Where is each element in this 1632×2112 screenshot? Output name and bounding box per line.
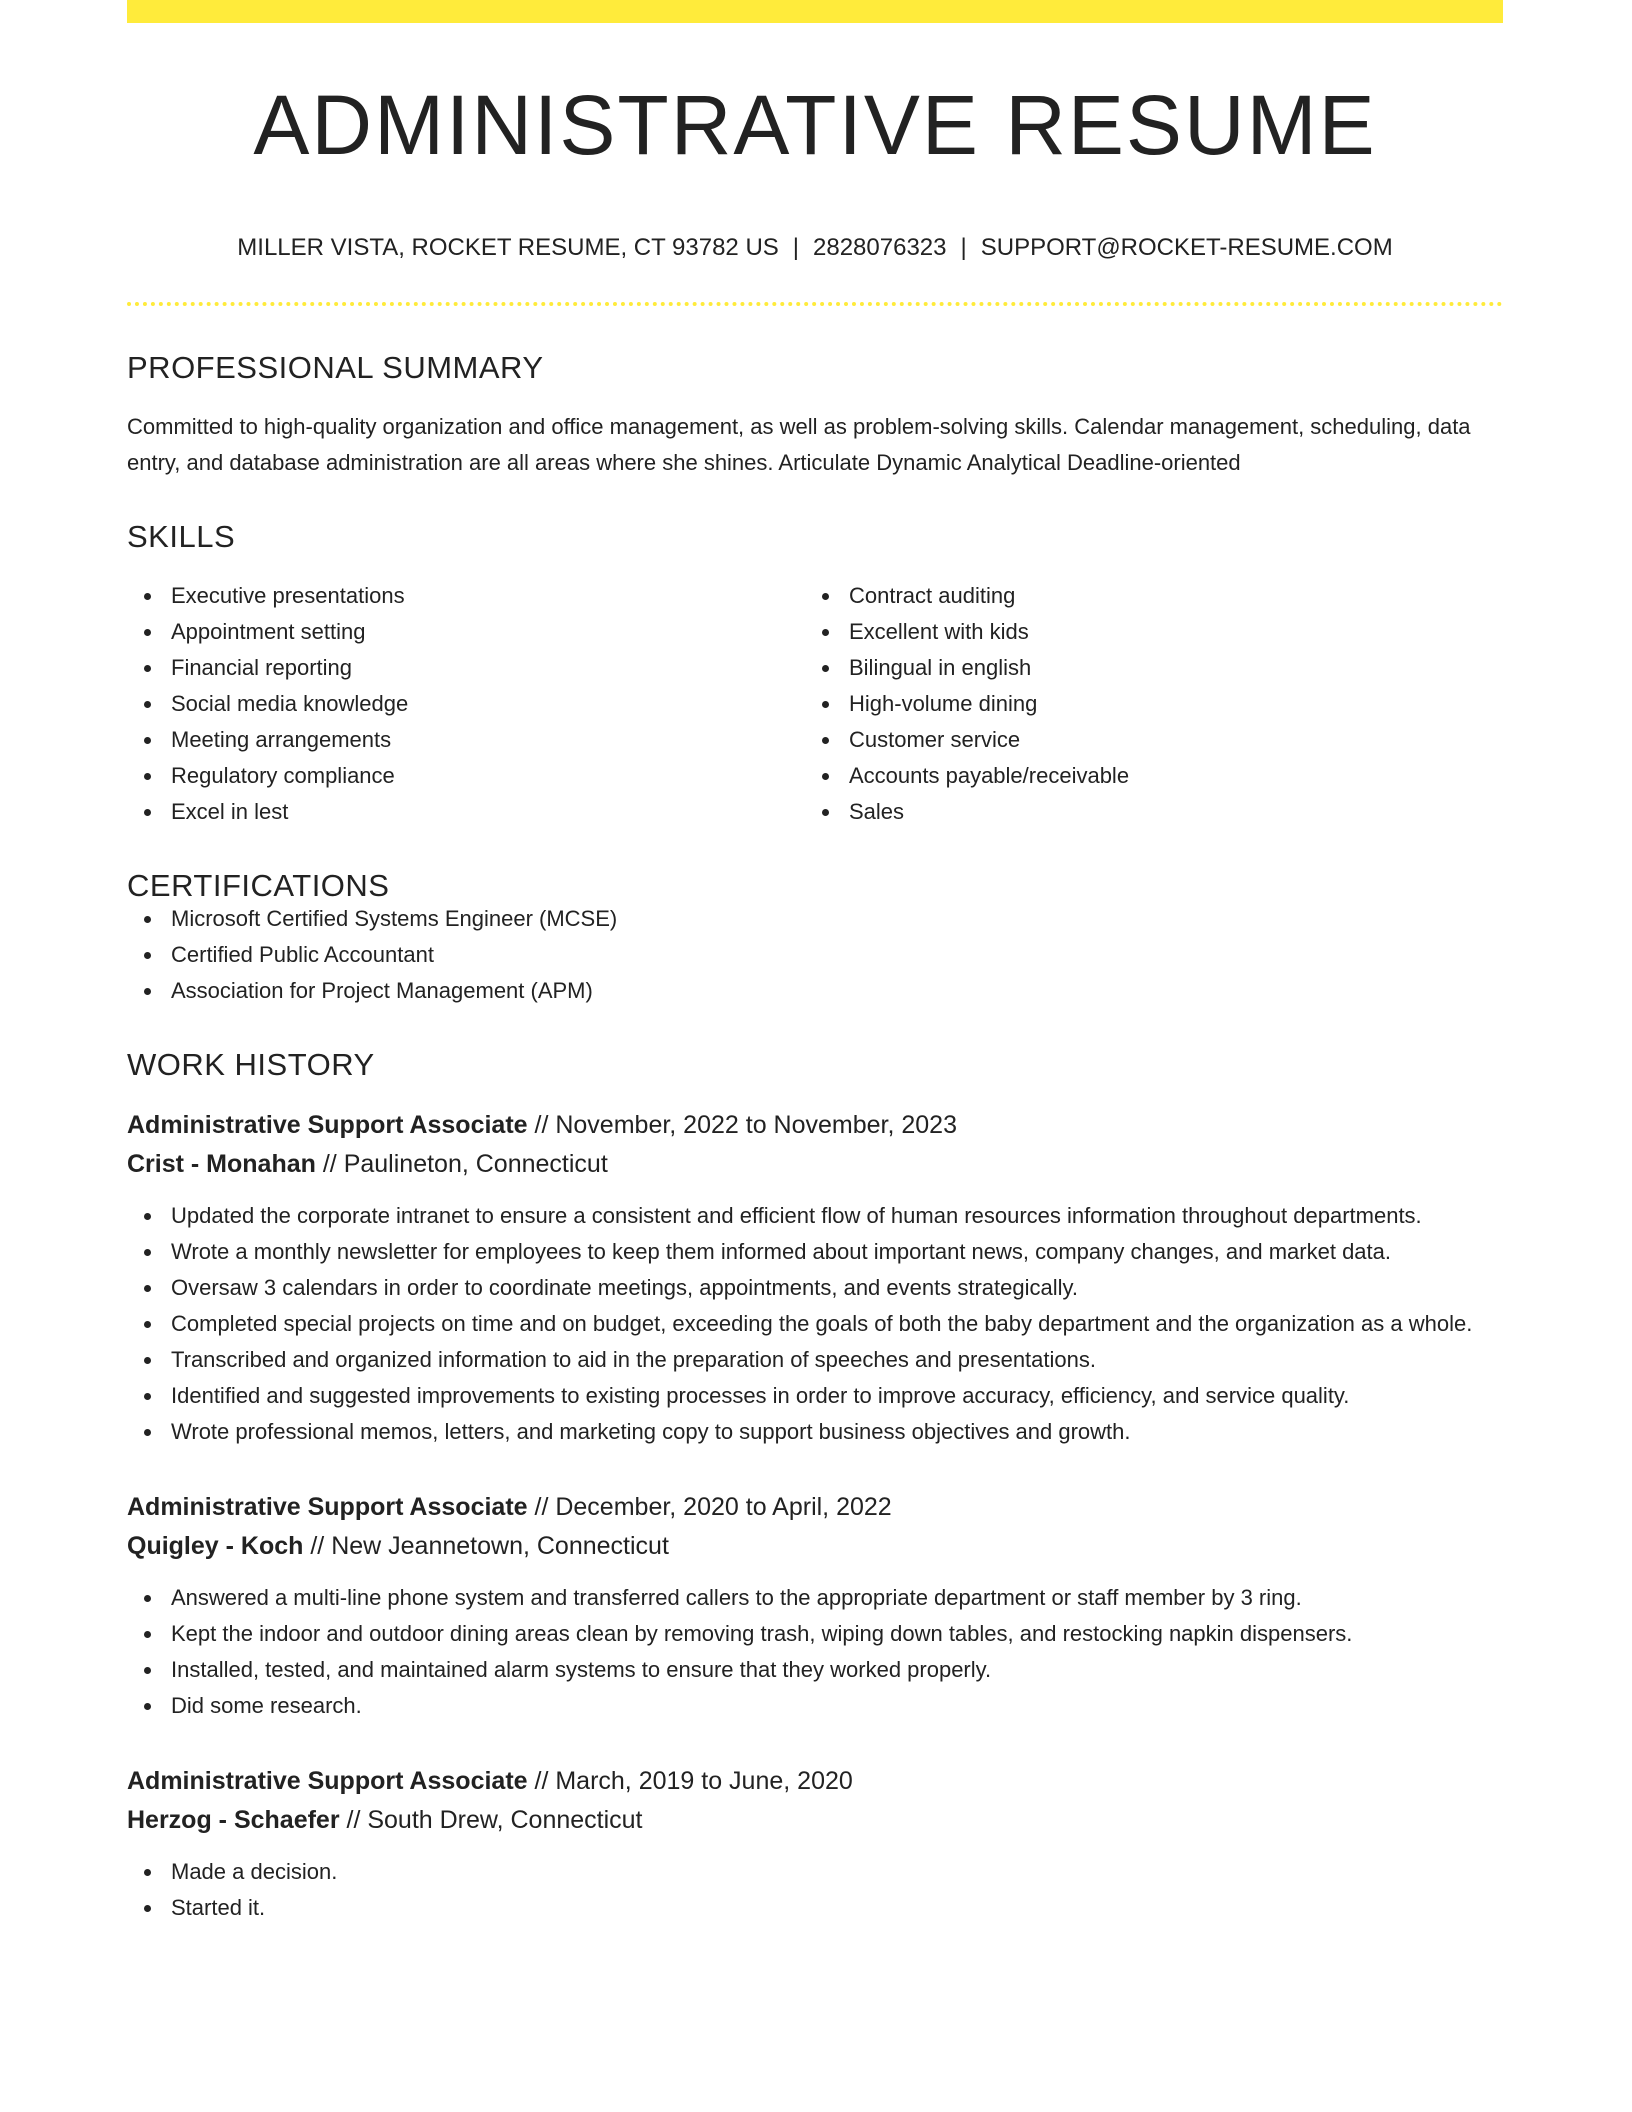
- skill-text: Appointment setting: [171, 619, 366, 644]
- contact-email: SUPPORT@ROCKET-RESUME.COM: [980, 234, 1393, 261]
- job-duty: [127, 1854, 1503, 1890]
- job-dates: // November, 2022 to November, 2023: [534, 1111, 957, 1139]
- job-company-line: [127, 1527, 1503, 1566]
- job-duty: [127, 1234, 1503, 1270]
- job-duty-text: Wrote a monthly newsletter for employees to keep them informed about important news, company changes, and market data.: [171, 1239, 1392, 1264]
- bullet-icon: [144, 1703, 151, 1710]
- skill-text: Meeting arrangements: [171, 727, 392, 752]
- job-entry: [127, 1488, 1503, 1724]
- job-duty: [127, 1342, 1503, 1378]
- certifications-list: [127, 901, 1503, 1009]
- resume-title: ADMINISTRATIVE RESUME: [253, 78, 1377, 172]
- certification-text: Microsoft Certified Systems Engineer (MCSE): [171, 906, 618, 931]
- skill-item: [805, 722, 1483, 758]
- contact-separator: |: [792, 234, 800, 261]
- job-duty-text: Wrote professional memos, letters, and marketing copy to support business objectives and growth.: [171, 1419, 1131, 1444]
- certification-item: [127, 973, 1503, 1009]
- job-duties-list: [127, 1198, 1503, 1450]
- bullet-icon: [144, 1595, 151, 1602]
- job-duty-text: Completed special projects on time and on budget, exceeding the goals of both the baby department and the organization as a whole.: [171, 1311, 1473, 1336]
- skill-item: [127, 578, 805, 614]
- bullet-icon: [144, 988, 151, 995]
- bullet-icon: [144, 593, 151, 600]
- bullet-icon: [144, 737, 151, 744]
- skill-item: [805, 650, 1483, 686]
- job-duty-text: Installed, tested, and maintained alarm systems to ensure that they worked properly.: [171, 1657, 992, 1682]
- job-duty: [127, 1378, 1503, 1414]
- skill-text: Regulatory compliance: [171, 763, 395, 788]
- job-duty-text: Started it.: [171, 1895, 266, 1920]
- bullet-icon: [144, 1285, 151, 1292]
- bullet-icon: [822, 737, 829, 744]
- job-duty-text: Made a decision.: [171, 1859, 338, 1884]
- contact-address: MILLER VISTA, ROCKET RESUME, CT 93782 US: [237, 234, 779, 261]
- job-title-line: [127, 1488, 1503, 1527]
- skill-text: Social media knowledge: [171, 691, 409, 716]
- skills-columns: [127, 578, 1503, 830]
- skill-item: [127, 614, 805, 650]
- skill-text: High-volume dining: [849, 691, 1038, 716]
- job-company-line: [127, 1801, 1503, 1840]
- job-duty-text: Updated the corporate intranet to ensure a consistent and efficient flow of human resources information throughout departments.: [171, 1203, 1422, 1228]
- job-location: // South Drew, Connecticut: [346, 1806, 643, 1834]
- skills-list-right: [805, 578, 1483, 830]
- contact-phone: 2828076323: [813, 234, 947, 261]
- job-duty: [127, 1652, 1503, 1688]
- skill-item: [805, 686, 1483, 722]
- certification-item: [127, 901, 1503, 937]
- job-duties-list: [127, 1580, 1503, 1724]
- job-duty-text: Kept the indoor and outdoor dining areas clean by removing trash, wiping down tables, and restocking napkin dispensers.: [171, 1621, 1353, 1646]
- bullet-icon: [144, 916, 151, 923]
- skill-text: Excellent with kids: [849, 619, 1029, 644]
- skill-text: Contract auditing: [849, 583, 1016, 608]
- bullet-icon: [144, 773, 151, 780]
- skill-item: [805, 794, 1483, 830]
- job-title: Administrative Support Associate: [127, 1493, 528, 1521]
- job-duty: [127, 1688, 1503, 1724]
- skills-list-left: [127, 578, 805, 830]
- skills-column-left: [127, 578, 805, 830]
- bullet-icon: [144, 1905, 151, 1912]
- contact-separator: |: [960, 234, 967, 261]
- bullet-icon: [144, 1213, 151, 1220]
- skills-heading: SKILLS: [127, 519, 236, 554]
- summary-text: Committed to high-quality organization and office management, as well as problem-solving skills. Calendar management, scheduling, data entry, and database administration are all areas where she shines. Articulate Dynamic Analytical Deadline-oriented: [127, 414, 1471, 475]
- skill-text: Executive presentations: [171, 583, 405, 608]
- skill-item: [805, 578, 1483, 614]
- job-company-line: [127, 1145, 1503, 1184]
- bullet-icon: [144, 809, 151, 816]
- job-duties-list: [127, 1854, 1503, 1926]
- job-duty: [127, 1198, 1503, 1234]
- job-entry: [127, 1106, 1503, 1450]
- certifications-heading: CERTIFICATIONS: [127, 868, 390, 903]
- bullet-icon: [822, 701, 829, 708]
- bullet-icon: [144, 1357, 151, 1364]
- skill-item: [127, 650, 805, 686]
- skill-text: Bilingual in english: [849, 655, 1032, 680]
- job-company: Quigley - Koch: [127, 1532, 304, 1560]
- certification-text: Certified Public Accountant: [171, 942, 434, 967]
- resume-page: [127, 0, 1503, 1926]
- bullet-icon: [822, 773, 829, 780]
- bullet-icon: [144, 1393, 151, 1400]
- job-duty: [127, 1414, 1503, 1450]
- accent-top-bar: [127, 0, 1503, 23]
- job-location: // Paulineton, Connecticut: [322, 1150, 608, 1178]
- job-company: Herzog - Schaefer: [127, 1806, 340, 1834]
- skill-item: [805, 614, 1483, 650]
- job-location: // New Jeannetown, Connecticut: [310, 1532, 669, 1560]
- skills-column-right: [805, 578, 1483, 830]
- skill-item: [127, 722, 805, 758]
- skill-item: [805, 758, 1483, 794]
- bullet-icon: [144, 1321, 151, 1328]
- job-dates: // March, 2019 to June, 2020: [534, 1767, 853, 1795]
- dotted-divider: [127, 302, 1503, 306]
- job-duty: [127, 1616, 1503, 1652]
- bullet-icon: [822, 593, 829, 600]
- job-duty-text: Answered a multi-line phone system and transferred callers to the appropriate department or staff member by 3 ring.: [171, 1585, 1302, 1610]
- bullet-icon: [144, 1631, 151, 1638]
- skill-text: Excel in lest: [171, 799, 289, 824]
- skill-text: Sales: [849, 799, 905, 824]
- bullet-icon: [822, 809, 829, 816]
- job-duty: [127, 1890, 1503, 1926]
- job-duty: [127, 1306, 1503, 1342]
- skill-text: Accounts payable/receivable: [849, 763, 1130, 788]
- bullet-icon: [144, 952, 151, 959]
- job-duty: [127, 1270, 1503, 1306]
- job-duty-text: Did some research.: [171, 1693, 362, 1718]
- skill-item: [127, 758, 805, 794]
- bullet-icon: [144, 665, 151, 672]
- skill-item: [127, 686, 805, 722]
- bullet-icon: [144, 1667, 151, 1674]
- job-title-line: [127, 1106, 1503, 1145]
- certification-item: [127, 937, 1503, 973]
- bullet-icon: [822, 629, 829, 636]
- bullet-icon: [822, 665, 829, 672]
- work-history-heading: WORK HISTORY: [127, 1047, 375, 1082]
- bullet-icon: [144, 1249, 151, 1256]
- job-duty-text: Transcribed and organized information to aid in the preparation of speeches and presentations.: [171, 1347, 1096, 1372]
- skill-text: Customer service: [849, 727, 1021, 752]
- bullet-icon: [144, 701, 151, 708]
- certification-text: Association for Project Management (APM): [171, 978, 593, 1003]
- job-title: Administrative Support Associate: [127, 1111, 528, 1139]
- contact-line: [127, 236, 1503, 260]
- job-duty-text: Oversaw 3 calendars in order to coordinate meetings, appointments, and events strategically.: [171, 1275, 1078, 1300]
- bullet-icon: [144, 1429, 151, 1436]
- job-entry: [127, 1762, 1503, 1926]
- job-title-line: [127, 1762, 1503, 1801]
- skill-text: Financial reporting: [171, 655, 352, 680]
- job-duty: [127, 1580, 1503, 1616]
- bullet-icon: [144, 629, 151, 636]
- skill-item: [127, 794, 805, 830]
- job-duty-text: Identified and suggested improvements to existing processes in order to improve accuracy, efficiency, and service quality.: [171, 1383, 1350, 1408]
- job-dates: // December, 2020 to April, 2022: [534, 1493, 892, 1521]
- job-company: Crist - Monahan: [127, 1150, 316, 1178]
- bullet-icon: [144, 1869, 151, 1876]
- summary-heading: PROFESSIONAL SUMMARY: [127, 350, 544, 385]
- job-title: Administrative Support Associate: [127, 1767, 528, 1795]
